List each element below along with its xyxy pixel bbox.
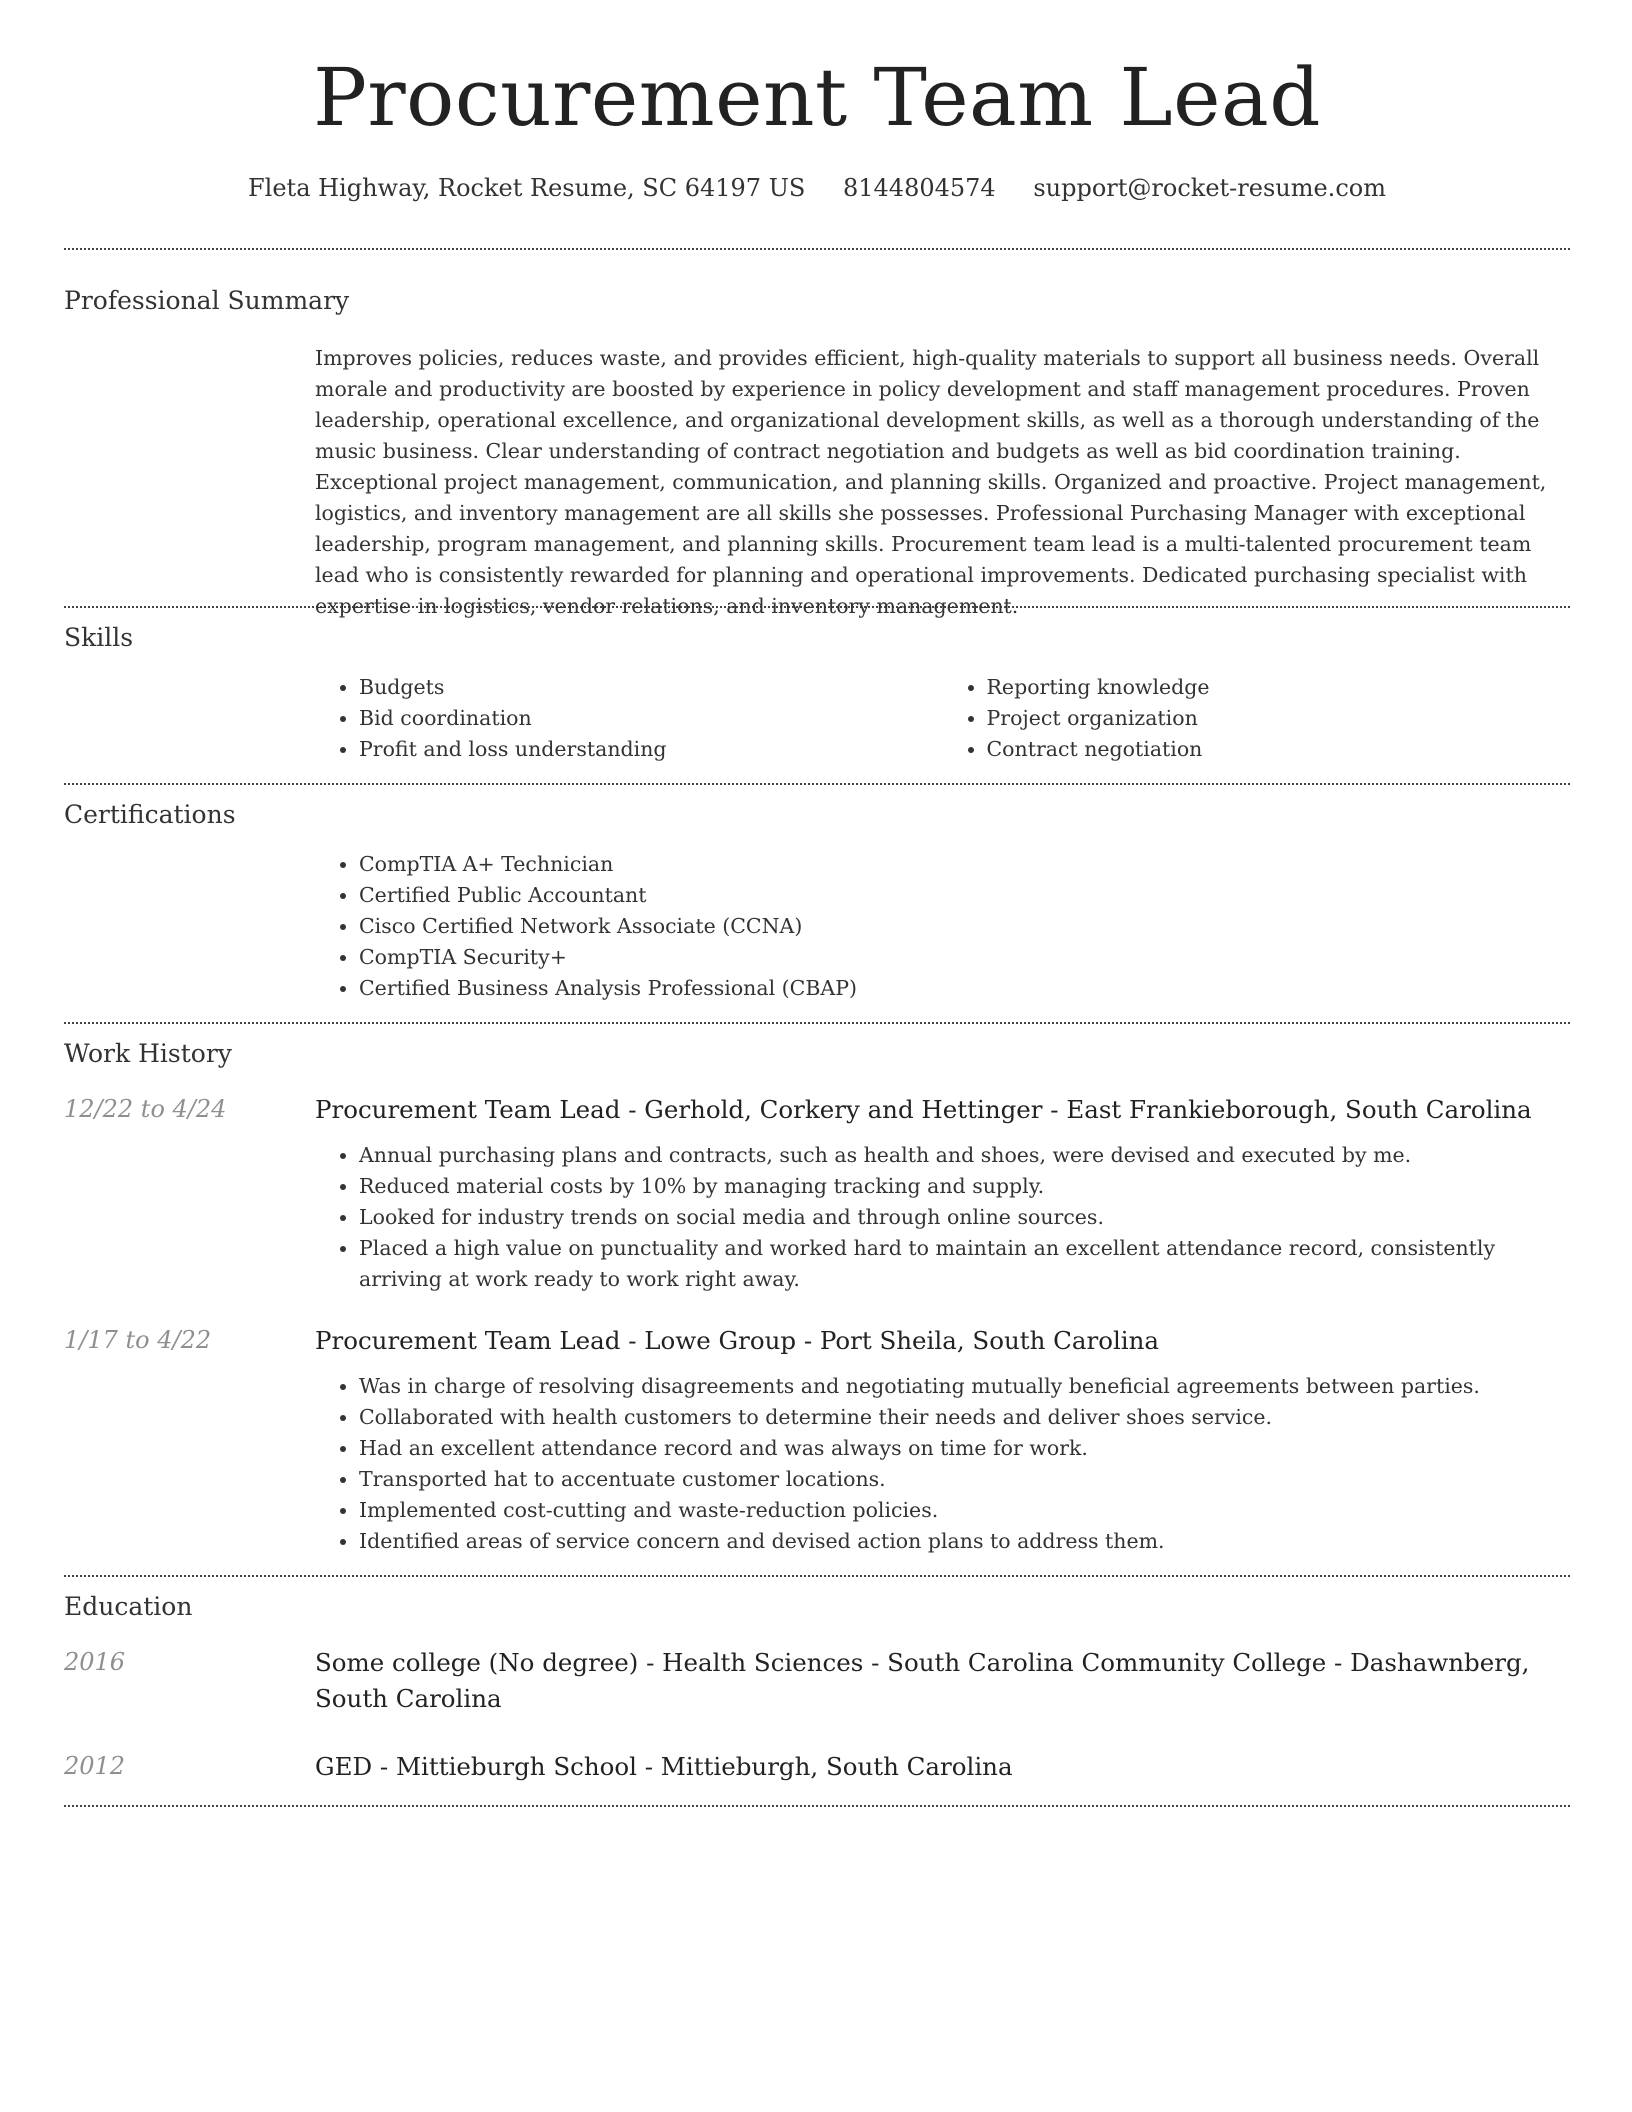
list-item: • Profit and loss understanding bbox=[359, 734, 943, 765]
list-item: • Certified Public Accountant bbox=[359, 880, 1570, 911]
summary-text: Improves policies, reduces waste, and provides efficient, high-quality materials to support all business needs. Overall morale and productivity are boosted by experience in policy development and staff management procedures. Proven leadership, operational excellence, and organizational development skills, as well as a thorough understanding of the music business. Clear understanding of contract negotiation and budgets as well as bid coordination training. Exceptional project management, communication, and planning skills. Organized and proactive. Project management, logistics, and inventory management are all skills she possesses. Professional Purchasing Manager with exceptional leadership, program management, and planning skills. Procurement team lead is a multi-talented procurement team lead who is consistently rewarded for planning and operational improvements. Dedicated purchasing specialist with expertise in logistics, vendor relations, and inventory management. bbox=[315, 346, 1547, 618]
list-item: • CompTIA Security+ bbox=[359, 942, 1570, 973]
list-item: • Cisco Certified Network Associate (CCNA) bbox=[359, 911, 1570, 942]
job-bullets bbox=[315, 1140, 1570, 1295]
job-bullets bbox=[315, 1371, 1570, 1557]
list-item: • Certified Business Analysis Professional (CBAP) bbox=[359, 973, 1570, 1004]
list-item: • Reduced material costs by 10% by managing tracking and supply. bbox=[359, 1171, 1570, 1202]
education-entry bbox=[64, 1749, 1570, 1785]
summary-heading: Professional Summary bbox=[64, 286, 350, 315]
list-item: • Looked for industry trends on social media and through online sources. bbox=[359, 1202, 1570, 1233]
job-entry bbox=[64, 1323, 1570, 1359]
contact-address: Fleta Highway, Rocket Resume, SC 64197 US bbox=[248, 174, 806, 202]
job-entry bbox=[64, 1092, 1570, 1128]
education-title: Some college (No degree) - Health Sciences - South Carolina Community College - Dashawnberg, South Carolina bbox=[315, 1648, 1530, 1713]
job-title: Procurement Team Lead - Lowe Group - Port Sheila, South Carolina bbox=[315, 1326, 1160, 1355]
job-dates: 1/17 to 4/22 bbox=[64, 1326, 212, 1354]
resume-page bbox=[64, 0, 1570, 1807]
education-heading: Education bbox=[64, 1592, 193, 1621]
skills-column-right bbox=[943, 672, 1571, 765]
list-item: • Placed a high value on punctuality and worked hard to maintain an excellent attendance record, consistently arriving at work ready to work right away. bbox=[359, 1233, 1570, 1295]
list-item: • Bid coordination bbox=[359, 703, 943, 734]
list-item: • Had an excellent attendance record and was always on time for work. bbox=[359, 1433, 1570, 1464]
certifications-heading: Certifications bbox=[64, 800, 236, 829]
list-item: • CompTIA A+ Technician bbox=[359, 849, 1570, 880]
divider bbox=[64, 1022, 1570, 1024]
divider bbox=[64, 1575, 1570, 1577]
divider bbox=[64, 1805, 1570, 1807]
list-item: • Budgets bbox=[359, 672, 943, 703]
certifications-list bbox=[315, 849, 1570, 1004]
list-item: • Project organization bbox=[987, 703, 1571, 734]
list-item: • Transported hat to accentuate customer locations. bbox=[359, 1464, 1570, 1495]
divider bbox=[64, 248, 1570, 250]
list-item: • Identified areas of service concern and devised action plans to address them. bbox=[359, 1526, 1570, 1557]
list-item: • Annual purchasing plans and contracts, such as health and shoes, were devised and executed by me. bbox=[359, 1140, 1570, 1171]
list-item: • Contract negotiation bbox=[987, 734, 1571, 765]
job-title: Procurement Team Lead - Gerhold, Corkery and Hettinger - East Frankieborough, South Carolina bbox=[315, 1095, 1532, 1124]
list-item: • Was in charge of resolving disagreements and negotiating mutually beneficial agreements between parties. bbox=[359, 1371, 1570, 1402]
resume-title: Procurement Team Lead bbox=[313, 51, 1321, 144]
contact-phone: 8144804574 bbox=[843, 174, 996, 202]
contact-line bbox=[64, 176, 1570, 206]
job-dates: 12/22 to 4/24 bbox=[64, 1095, 227, 1123]
list-item: • Collaborated with health customers to determine their needs and deliver shoes service. bbox=[359, 1402, 1570, 1433]
skills-list bbox=[315, 672, 1570, 765]
work-history-heading: Work History bbox=[64, 1039, 232, 1068]
divider bbox=[64, 783, 1570, 785]
education-year: 2016 bbox=[64, 1648, 126, 1676]
list-item: • Implemented cost-cutting and waste-reduction policies. bbox=[359, 1495, 1570, 1526]
list-item: • Reporting knowledge bbox=[987, 672, 1571, 703]
education-title: GED - Mittieburgh School - Mittieburgh, South Carolina bbox=[315, 1752, 1013, 1781]
education-entry bbox=[64, 1645, 1570, 1717]
skills-column-left bbox=[315, 672, 943, 765]
skills-heading: Skills bbox=[64, 623, 134, 652]
education-year: 2012 bbox=[64, 1752, 126, 1780]
contact-email: support@rocket-resume.com bbox=[1033, 174, 1386, 202]
